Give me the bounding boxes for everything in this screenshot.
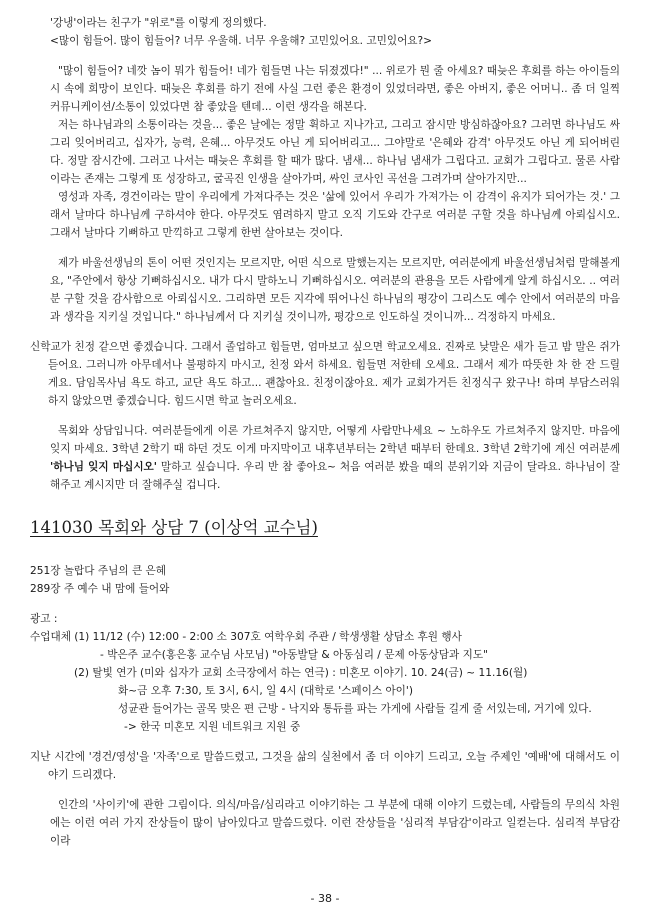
hymn-item: 251장 놀랍다 주님의 큰 은혜 bbox=[30, 565, 167, 577]
paragraph-comfort: "많이 힘들어? 네깟 놈이 뭐가 힘들어! 네가 힘들면 나는 뒤졌겠다!" ... 위로가 뭔 줄 아세요? 때늦은 후회를 하는 아이들의 시 속에 희망이 보인다. 때늦은 후회를 하기 전에 사실 그런 좋은 환경이 있었더라면, 좋은 아버지, 좋은 어머니.. 좀 더 일찍 커뮤니케이션/소통이 있었다면 참 좋았을 텐데... 이런 생각을 해본다. bbox=[50, 65, 620, 113]
paragraph-communication: 저는 하나님과의 소통이라는 것을... 좋은 날에는 정말 휙하고 지나가고, 그리고 잠시만 방심하잖아요? 그러면 하나님도 싸그리 잊어버리고, 십자가, 능력, 은혜... 아무것도 아닌 게 되어버리고... 그야말로 '은혜와 감격' 아무것도 아닌 게 되어버린다. 정말 잠시간에. 그러고 나서는 때늦은 후회를 할 때가 많다. 냄새... 하나님 냄새가 그립다고. 교회가 그립다고. 물론 사람이라는 존재는 그렇게 또 성장하고, 굴곡진 인생을 살아가며, 싸인 코사인 곡선을 그려가며 살아가지만... bbox=[50, 119, 620, 185]
counseling-text-bold: '하나님 잊지 마십시오' bbox=[50, 461, 158, 473]
notice-item-detail: - 박은주 교수(홍은홍 교수님 사모님) "아동발달 & 아동심리 / 문제 아동상담과 지도" bbox=[100, 649, 488, 661]
paragraph-paul: 제가 바울선생님의 톤이 어떤 것인지는 모르지만, 어떤 식으로 말했는지는 모르지만, 여러분에게 바울선생님처럼 말해볼게요, "주안에서 항상 기뻐하십시오. 내가 다시 말하노니 기뻐하십시오. 여러분의 관용을 모든 사람에게 알게 하십시오. .. 여러분 구할 것을 감사함으로 아뢰십시오. 그리하면 모든 지각에 뛰어나신 하나님의 평강이 그리스도 예수 안에서 여러분의 마음과 생각을 지키실 것입니다." 하나님께서 다 지키실 것이니까, 평강으로 인도하실 것이니까... 걱정하지 마세요. bbox=[50, 257, 620, 323]
notice-item: (2) 탈빛 연가 (미와 십자가 교회 소극장에서 하는 연극) : 미혼모 이야기. 10. 24(금) ~ 11.16(월) bbox=[74, 667, 528, 679]
notice-item-detail: -> 한국 미혼모 지원 네트워크 지원 중 bbox=[124, 721, 301, 733]
notice-item-detail: 성균관 들어가는 골목 맞은 편 근방 - 낙지와 통듀를 파는 가게에 사람들 길게 줄 서있는데, 거기에 있다. bbox=[118, 703, 592, 715]
paragraph-seminary: 신학교가 친정 같으면 좋겠습니다. 그래서 졸업하고 힘들면, 엄마보고 싶으면 학교오세요. 진짜로 낮말은 새가 듣고 밤 말은 쥐가듣어요. 그러니까 아무데서나 불평하지 마시고, 친정 와서 하세요. 힘들면 저한테 오세요. 그래서 제가 따뜻한 차 한 잔 드릴게요. 담임목사님 욕도 하고, 교단 욕도 하고... 괜찮아요. 친정이잖아요. 제가 교회가거든 친정식구 왔구나! 하며 부담스러워하지 않았으면 좋겠습니다. 힘드시면 학교 놀러오세요. bbox=[30, 341, 620, 407]
page-number: - 38 - bbox=[310, 892, 340, 905]
paragraph-psyche: 인간의 '사이키'에 관한 그림이다. 의식/마음/심리라고 이야기하는 그 부분에 대해 이야기 드렸는데, 사람들의 무의식 차원에는 이런 여러 가지 잔상들이 많이 남아있다고 말씀드렸다. 이런 잔상들을 '심리적 부담감'이라고 일컫는다. 심리적 부담감이라 bbox=[50, 799, 620, 847]
intro-line: '강냉'이라는 친구가 "위로"를 이렇게 정의했다. bbox=[50, 17, 267, 29]
section-heading: 141030 목회와 상담 7 (이상억 교수님) bbox=[30, 518, 318, 537]
section-three bbox=[30, 422, 620, 494]
intro-block bbox=[30, 14, 620, 50]
section-two bbox=[30, 254, 620, 326]
notice-item: 수업대체 (1) 11/12 (수) 12:00 - 2:00 소 307호 여학우회 주관 / 학생생활 상담소 후원 행사 bbox=[30, 631, 462, 643]
paragraph-last-time: 지난 시간에 '경건/영성'을 '자족'으로 말씀드렸고, 그것을 삶의 실천에서 좀 더 이야기 드리고, 오늘 주제인 '예배'에 대해서도 이야기 드리겠다. bbox=[30, 751, 620, 781]
notice-item-detail: 화~금 오후 7:30, 토 3시, 6시, 일 4시 (대학로 '스페이스 아이') bbox=[118, 685, 413, 697]
counseling-text-post: 말하고 싶습니다. 우리 반 참 좋아요~ 처음 여러분 봤을 때의 분위기와 지금이 달라요. 하나님이 잘해주고 계시지만 더 잘해주실 겁니다. bbox=[50, 461, 620, 491]
section-one bbox=[30, 62, 620, 242]
paragraph-spirituality: 영성과 자족, 경건이라는 말이 우리에게 가져다주는 것은 '삶에 있어서 우리가 가져가는 이 감격이 유지가 되어가는 것.' 그래서 날마다 하나님께 구하셔야 한다. 아무것도 염려하지 말고 오직 기도와 간구로 여러분 구할 것을 하나님께 아뢰십시오. 그래서 날마다 기뻐하고 만끽하고 그렇게 한번 살아보는 것이다. bbox=[50, 191, 620, 239]
section-psyche bbox=[30, 796, 620, 850]
notice-title: 광고 : bbox=[30, 613, 58, 625]
counseling-text-pre: 목회와 상담입니다. 여러분들에게 이론 가르쳐주지 않지만, 어떻게 사람만나세요 ~ 노하우도 가르쳐주지 않지만. 마음에 잊지 마세요. 3학년 2학기 때 하던 것도 이게 마지막이고 내후년부터는 2학년 때부터 한데요. 3학년 2학기에 계신 여러분께 bbox=[50, 425, 620, 455]
notice-block bbox=[30, 610, 620, 736]
intro-quote: <많이 힘들어. 많이 힘들어? 너무 우울해. 너무 우울해? 고민있어요. 고민있어요?> bbox=[50, 35, 433, 47]
paragraph-counseling bbox=[50, 422, 620, 494]
hymn-list bbox=[30, 562, 620, 598]
hymn-item: 289장 주 예수 내 맘에 들어와 bbox=[30, 583, 170, 595]
